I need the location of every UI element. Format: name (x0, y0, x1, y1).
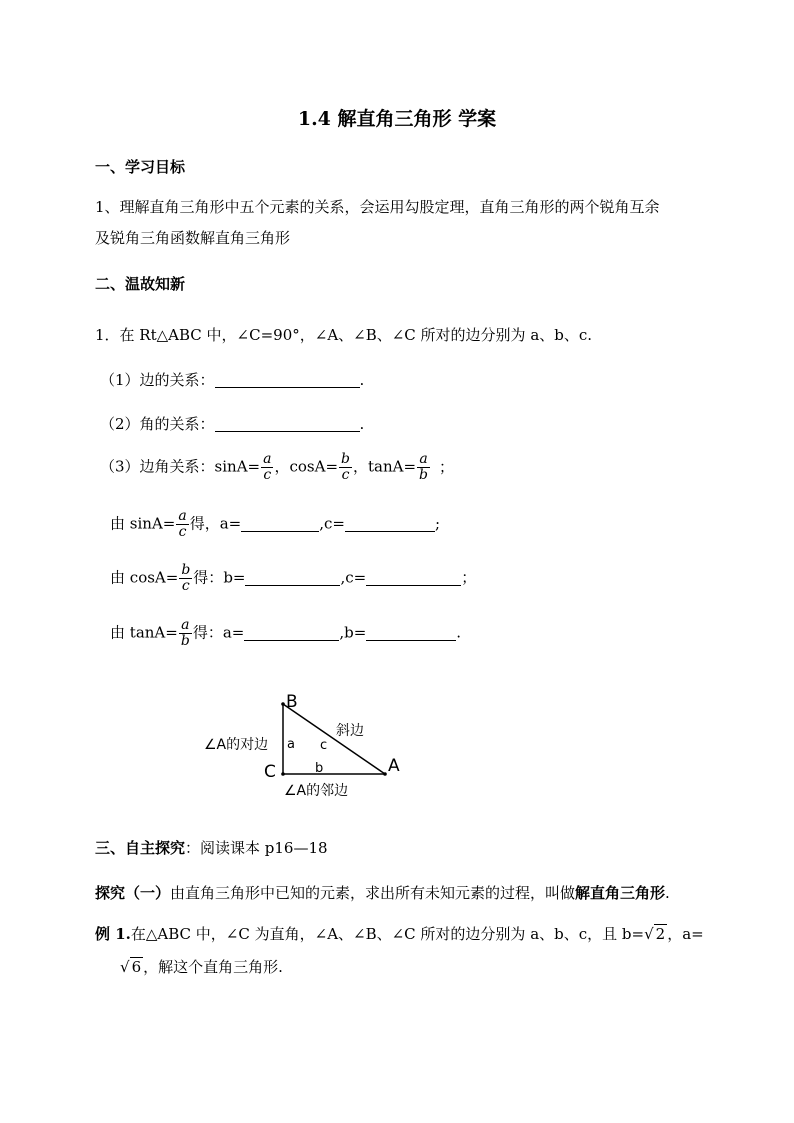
label-side-c: c (320, 738, 328, 753)
cos-derivation-line (110, 563, 476, 594)
comma: ， (352, 457, 368, 476)
example-1-line-2 (120, 956, 283, 977)
sin-label: sinA= (214, 457, 261, 476)
example-1-text: 在△ABC 中，∠C 为直角，∠A、∠B、∠C 所对的边分别为 a、b、c，且 b= (130, 925, 645, 943)
explore-heading: 三、自主探究 (95, 839, 186, 857)
example-1-text-3: ，解这个直角三角形. (143, 958, 283, 976)
explore-1-line (95, 882, 670, 903)
period: . (359, 371, 365, 389)
frac-num: a (263, 451, 272, 467)
de-label: 得： (193, 568, 224, 587)
b-blank[interactable] (245, 569, 340, 586)
tan-derivation-line (110, 618, 461, 649)
sqrt-2: √ 2 (644, 925, 666, 943)
a-blank[interactable] (241, 515, 319, 532)
period: . (665, 884, 670, 902)
frac-num: b (341, 451, 350, 467)
explore-heading-rest: ：阅读课本 p16—18 (185, 839, 328, 857)
sin-fraction (176, 509, 188, 540)
de-label: 得， (189, 514, 220, 533)
a-blank[interactable] (244, 624, 339, 641)
explore-1-term: 解直角三角形 (575, 884, 666, 902)
period: . (359, 415, 365, 433)
angle-relation-line (100, 413, 364, 434)
vertex-a (383, 772, 387, 776)
label-side-b: b (315, 761, 324, 776)
vertex-c (281, 772, 285, 776)
goals-line-2: 及锐角三角函数解直角三角形 (95, 229, 291, 247)
label-side-a: a (287, 737, 295, 752)
cos-fraction (339, 452, 352, 483)
cos-label: cosA= (289, 457, 339, 476)
sqrt-6-radicand: 6 (131, 958, 142, 976)
cos-fraction (179, 563, 192, 594)
section-heading-explore (95, 837, 328, 858)
frac-num: a (417, 452, 430, 468)
sqrt-6: √ 6 (120, 958, 142, 976)
tan-fraction (417, 452, 430, 483)
label-vertex-a: A (388, 756, 400, 776)
label-hypotenuse: 斜边 (336, 723, 364, 739)
angle-relation-label: （2）角的关系： (100, 415, 215, 433)
side-angle-relation-label: （3）边角关系： (100, 457, 215, 476)
sin-derivation-line (110, 509, 440, 540)
page-title: 1.4 解直角三角形 学案 (297, 108, 497, 130)
label-adjacent: ∠A的邻边 (284, 783, 349, 799)
c-eq-label: ,c= (340, 568, 367, 587)
comma: ， (274, 457, 290, 476)
b-blank[interactable] (366, 624, 456, 641)
section-heading-review: 二、温故知新 (95, 275, 186, 293)
explore-1-text: 由直角三角形中已知的元素，求出所有未知元素的过程，叫做 (170, 884, 576, 902)
frac-den: b (180, 633, 190, 649)
semicolon: ; (435, 514, 441, 533)
side-angle-relation-line (100, 452, 454, 483)
example-1-label: 例 1. (95, 925, 131, 943)
c-blank[interactable] (366, 569, 461, 586)
goals-line-1: 1、理解直角三角形中五个元素的关系，会运用勾股定理，直角三角形的两个锐角互余 (95, 198, 660, 216)
label-opposite: ∠A的对边 (204, 737, 269, 753)
frac-num: a (179, 618, 192, 634)
side-relation-line (100, 369, 364, 390)
frac-num: b (181, 562, 191, 578)
review-item-1: 1．在 Rt△ABC 中，∠C=90°，∠A、∠B、∠C 所对的边分别为 a、b、c. (95, 326, 593, 344)
by-label: 由 (110, 514, 126, 533)
frac-den: b (419, 467, 429, 483)
a-eq-label: a= (219, 514, 242, 533)
section-heading-goals: 一、学习目标 (95, 158, 186, 176)
cos-label: cosA= (129, 568, 179, 587)
b-eq-label: b= (223, 568, 246, 587)
side-relation-blank[interactable] (215, 371, 360, 388)
sqrt-2-radicand: 2 (655, 925, 666, 943)
de-label: 得： (192, 623, 223, 642)
frac-den: c (341, 467, 350, 483)
vertex-b (281, 702, 285, 706)
tan-label: tanA= (368, 457, 417, 476)
c-blank[interactable] (345, 515, 435, 532)
b-eq-label: ,b= (339, 623, 367, 642)
explore-1-label: 探究（一） (95, 884, 171, 902)
tan-fraction (179, 618, 192, 649)
side-relation-label: （1）边的关系： (100, 371, 215, 389)
label-vertex-c: C (264, 762, 276, 782)
semicolon: ； (439, 457, 455, 476)
frac-den: c (263, 467, 272, 483)
by-label: 由 (110, 568, 126, 587)
frac-den: c (178, 524, 187, 540)
example-1-text-2: ，a= (667, 925, 704, 943)
sin-label: sinA= (129, 514, 176, 533)
angle-relation-blank[interactable] (215, 415, 360, 432)
example-1-line (95, 923, 704, 944)
frac-den: c (181, 578, 190, 594)
period: . (456, 623, 462, 642)
tan-label: tanA= (129, 623, 178, 642)
by-label: 由 (110, 623, 126, 642)
c-eq-label: ,c= (319, 514, 345, 533)
frac-num: a (178, 508, 187, 524)
sin-fraction (261, 452, 273, 483)
side-ab (283, 704, 385, 774)
label-vertex-b: B (286, 692, 298, 712)
a-eq-label: a= (222, 623, 245, 642)
semicolon: ； (461, 568, 477, 587)
